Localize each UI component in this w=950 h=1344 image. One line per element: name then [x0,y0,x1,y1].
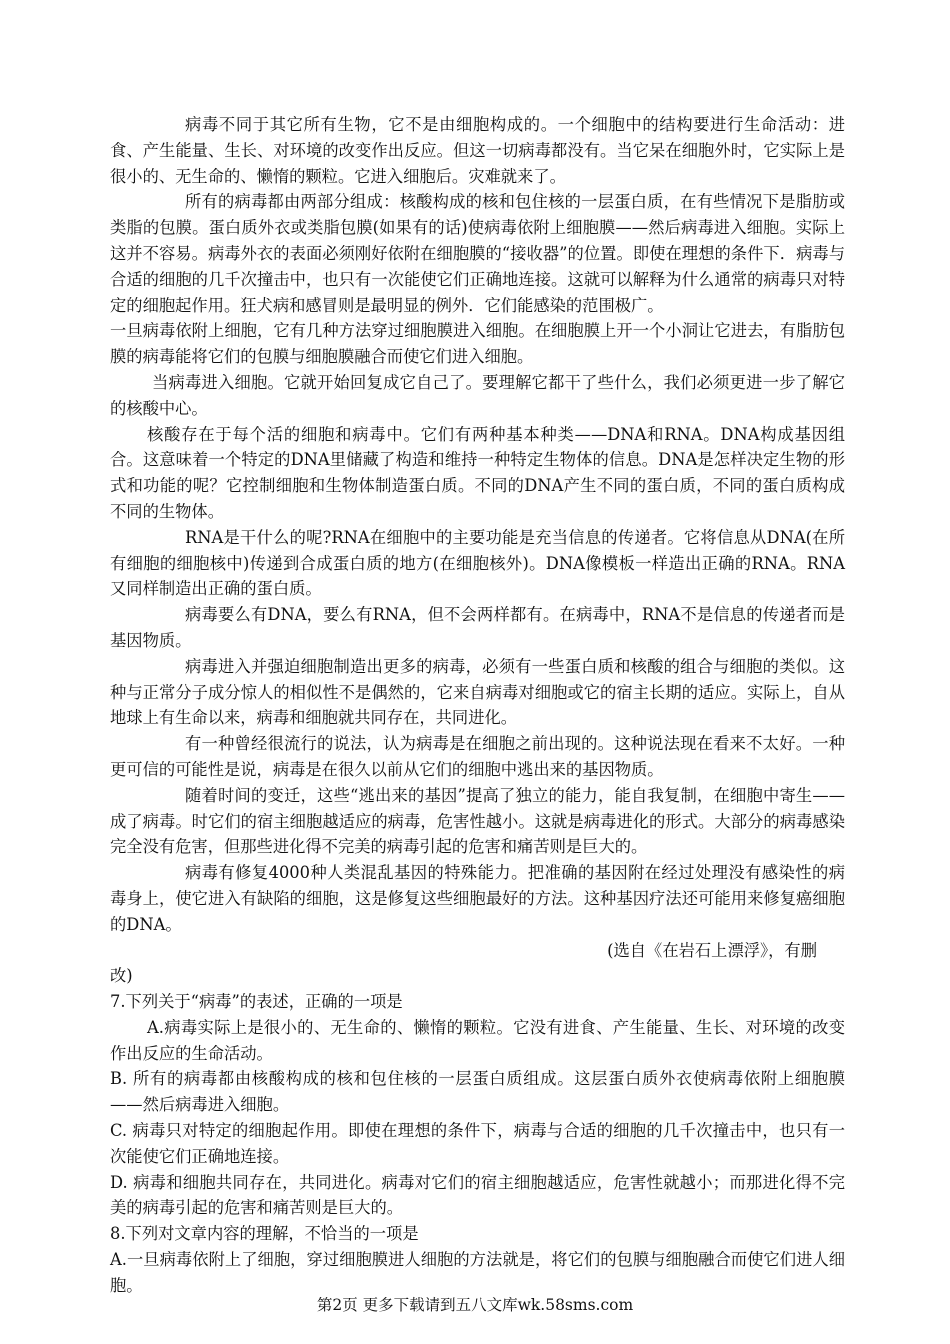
paragraph-6: RNA是干什么的呢?RNA在细胞中的主要功能是充当信息的传递者。它将信息从DNA(在所有细胞的细胞核中)传递到合成蛋白质的地方(在细胞核外)。DNA像模板一样造出正确的RNA。RNA又同样制造出正确的蛋白质。 [110,527,845,599]
paragraph-10: 随着时间的变迁，这些“逃出来的基因”提高了独立的能力，能自我复制，在细胞中寄生——成了病毒。时它们的宿主细胞越适应的病毒，危害性越小。这就是病毒进化的形式。大部分的病毒感染完全没有危害，但那些进化得不完美的病毒引起的危害和痛苦则是巨大的。 [110,785,845,857]
page-footer: 第2页 更多下载请到五八文库wk.58sms.com [316,1296,634,1314]
question-7-stem: 7.下列关于“病毒”的表述，正确的一项是 [110,992,403,1012]
question-7-option-d: D. 病毒和细胞共同存在，共同进化。病毒对它们的宿主细胞越适应，危害性就越小；而那进化得不完美的病毒引起的危害和痛苦则是巨大的。 [110,1172,845,1218]
paragraph-7: 病毒要么有DNA，要么有RNA，但不会两样都有。在病毒中，RNA不是信息的传递者而是基因物质。 [110,605,845,650]
paragraph-9: 有一种曾经很流行的说法，认为病毒是在细胞之前出现的。这种说法现在看来不太好。一种更可信的可能性是说，病毒是在很久以前从它们的细胞中逃出来的基因物质。 [110,734,845,779]
question-7-option-a: A.病毒实际上是很小的、无生命的、懒惰的颗粒。它没有进食、产生能量、生长、对环境的改变作出反应的生命活动。 [110,1017,845,1063]
source-citation-tail: 改) [110,966,133,986]
paragraph-5: 核酸存在于每个活的细胞和病毒中。它们有两种基本种类——DNA和RNA。DNA构成基因组合。这意味着一个特定的DNA里储藏了构造和维持一种特定生物体的信息。DNA是怎样决定生物的形式和功能的呢？它控制细胞和生物体制造蛋白质。不同的DNA产生不同的蛋白质，不同的蛋白质构成不同的生物体。 [110,424,845,521]
article-body [110,112,845,1299]
question-8-option-a: A.一旦病毒依附上了细胞，穿过细胞膜进人细胞的方法就是，将它们的包膜与细胞融合而使它们进人细胞。 [110,1250,845,1295]
question-7-option-c: C. 病毒只对特定的细胞起作用。即使在理想的条件下，病毒与合适的细胞的几千次撞击中，也只有一次能使它们正确地连接。 [110,1121,845,1166]
paragraph-8: 病毒进入并强迫细胞制造出更多的病毒，必须有一些蛋白质和核酸的组合与细胞的类似。这种与正常分子成分惊人的相似性不是偶然的，它来自病毒对细胞或它的宿主长期的适应。实际上，自从地球上有生命以来，病毒和细胞就共同存在，共同进化。 [110,656,845,728]
paragraph-11: 病毒有修复4000种人类混乱基因的特殊能力。把准确的基因附在经过处理没有感染性的病毒身上，使它进入有缺陷的细胞，这是修复这些细胞最好的方法。这种基因疗法还可能用来修复癌细胞的DNA。 [110,863,845,934]
question-7-option-b: B. 所有的病毒都由核酸构成的核和包住核的一层蛋白质组成。这层蛋白质外衣使病毒依附上细胞膜——然后病毒进入细胞。 [110,1069,845,1115]
source-citation: (选自《在岩石上漂浮》，有删 [607,940,817,960]
paragraph-4: 当病毒进入细胞。它就开始回复成它自己了。要理解它都干了些什么，我们必须更进一步了解它的核酸中心。 [110,372,845,418]
paragraph-1: 病毒不同于其它所有生物，它不是由细胞构成的。一个细胞中的结构要进行生命活动：进食、产生能量、生长、对环境的改变作出反应。但这一切病毒都没有。当它呆在细胞外时，它实际上是很小的、无生命的、懒惰的颗粒。它进入细胞后。灾难就来了。 [110,115,845,186]
paragraph-2: 所有的病毒都由两部分组成：核酸构成的核和包住核的一层蛋白质，在有些情况下是脂肪或类脂的包膜。蛋白质外衣或类脂包膜(如果有的话)使病毒依附上细胞膜——然后病毒进入细胞。实际上这并不容易。病毒外衣的表面必须刚好依附在细胞膜的“接收器”的位置。即使在理想的条件下．病毒与合适的细胞的几千次撞击中，也只有一次能使它们正确地连接。这就可以解释为什么通常的病毒只对特定的细胞起作用。狂犬病和感冒则是最明显的例外．它们能感染的范围极广。 [110,192,845,315]
question-8-stem: 8.下列对文章内容的理解，不恰当的一项是 [110,1224,419,1244]
paragraph-3: 一旦病毒依附上细胞，它有几种方法穿过细胞膜进入细胞。在细胞膜上开一个小洞让它进去，有脂肪包膜的病毒能将它们的包膜与细胞膜融合而使它们进入细胞。 [110,321,845,367]
